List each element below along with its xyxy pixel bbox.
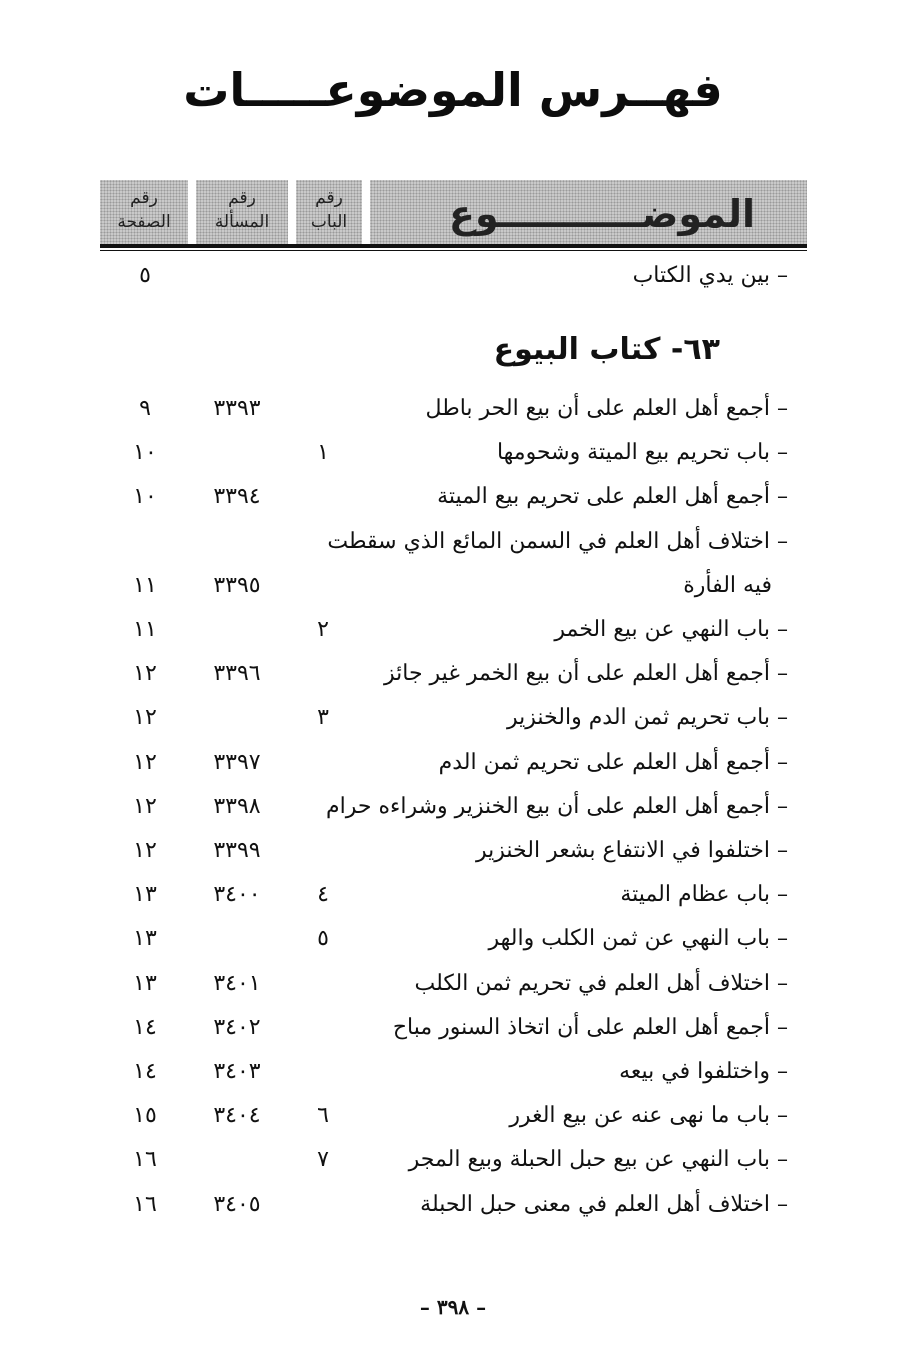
toc-subject: – أجمع أهل العلم على أن بيع الحر باطل: [425, 396, 788, 421]
toc-row: [100, 433, 800, 473]
toc-subject: – أجمع أهل العلم على تحريم ثمن الدم: [438, 749, 788, 775]
toc-row: [100, 389, 800, 429]
toc-masala: ٣٤٠١: [213, 970, 261, 996]
toc-subject: – أجمع أهل العلم على أن اتخاذ السنور مباح: [392, 1014, 788, 1040]
toc-subject: – اختلاف أهل العلم في معنى حبل الحبلة: [420, 1191, 788, 1217]
toc-subject: – باب النهي عن بيع الخمر: [554, 617, 788, 642]
toc-page: ١٠: [133, 440, 157, 466]
toc-subject: – باب ما نهى عنه عن بيع الغرر: [509, 1103, 788, 1129]
toc-masala: ٣٣٩٩: [213, 838, 261, 863]
toc-subject: – باب تحريم ثمن الدم والخنزير: [507, 705, 788, 731]
toc-row: [100, 1096, 800, 1136]
toc-page: ١٣: [133, 882, 157, 908]
toc-subject: – أجمع أهل العلم على أن بيع الخنزير وشراءه حرام: [326, 793, 788, 819]
toc-masala: ٣٣٩٤: [213, 484, 261, 510]
header-subject-label: الموضـــــــــــوع: [449, 192, 755, 236]
toc-masala: ٣٣٩٣: [213, 396, 261, 421]
toc-page: ١٢: [133, 749, 157, 775]
toc-page: ١١: [133, 617, 157, 642]
toc-row: [100, 875, 800, 915]
toc-row: [100, 787, 800, 827]
toc-masala: ٣٣٩٨: [213, 793, 261, 819]
toc-page: ١١: [133, 572, 157, 598]
toc-row: [100, 919, 800, 959]
toc-row: [100, 743, 800, 783]
toc-bab: ٦: [317, 1103, 329, 1129]
toc-masala: ٣٣٩٥: [213, 572, 261, 598]
toc-subject: – اختلاف أهل العلم في السمن المائع الذي سقطت: [327, 528, 788, 554]
toc-page: ١٣: [133, 970, 157, 996]
toc-page: ١٥: [133, 1103, 157, 1129]
toc-page: ١٢: [133, 705, 157, 731]
toc-masala: ٣٤٠٠: [213, 882, 261, 908]
toc-bab: ٧: [317, 1147, 329, 1173]
toc-bab: ١: [317, 440, 329, 466]
toc-page: ٥: [139, 263, 151, 288]
toc-page: ١٢: [133, 838, 157, 863]
toc-masala: ٣٤٠٤: [213, 1103, 261, 1129]
toc-row: [100, 964, 800, 1004]
toc-subject: – اختلاف أهل العلم في تحريم ثمن الكلب: [414, 970, 788, 996]
toc-subject: – باب النهي عن ثمن الكلب والهر: [488, 926, 788, 952]
toc-row: [100, 477, 800, 517]
toc-row: [100, 1008, 800, 1048]
header-rule: [100, 244, 807, 248]
header-subject: [370, 180, 807, 244]
toc-page: ١٢: [133, 661, 157, 687]
toc-page: ١٣: [133, 926, 157, 952]
toc-row: [100, 610, 800, 650]
toc-row: [100, 698, 800, 738]
toc-row: [100, 1052, 800, 1092]
toc-row: [100, 1185, 800, 1225]
toc-subject: – واختلفوا في بيعه: [619, 1059, 788, 1084]
toc-page: ١٤: [133, 1059, 157, 1084]
section-heading: ٦٣- كتاب البيوع: [493, 332, 720, 367]
toc-page: ١٢: [133, 793, 157, 819]
header-rule-thin: [100, 250, 807, 251]
toc-masala: ٣٣٩٦: [213, 661, 261, 687]
toc-subject: – باب النهي عن بيع حبل الحبلة وبيع المجر: [408, 1147, 788, 1173]
toc-masala: ٣٤٠٢: [213, 1014, 261, 1040]
toc-row: [100, 654, 800, 694]
header-masala-number: رقم المسألة: [196, 180, 288, 244]
toc-row: [100, 522, 800, 562]
toc-masala: ٣٤٠٣: [213, 1059, 261, 1084]
toc-bab: ٢: [317, 617, 329, 642]
toc-subject: فيه الفأرة: [683, 572, 772, 598]
header-page-number: رقم الصفحة: [100, 180, 188, 244]
toc-subject: – باب تحريم بيع الميتة وشحومها: [496, 440, 788, 466]
toc-row: [100, 831, 800, 871]
toc-page: ١٦: [133, 1191, 157, 1217]
toc-bab: ٤: [317, 882, 329, 908]
toc-row-intro: [100, 256, 800, 296]
toc-subject: – أجمع أهل العلم على أن بيع الخمر غير جائز: [383, 661, 788, 687]
page-title: فهــرس الموضوعـــــات: [183, 63, 723, 117]
toc-subject: – اختلفوا في الانتفاع بشعر الخنزير: [476, 838, 788, 863]
toc-page: ٩: [139, 396, 151, 421]
toc-page: ١٤: [133, 1014, 157, 1040]
toc-subject: – أجمع أهل العلم على تحريم بيع الميتة: [437, 484, 788, 510]
toc-page: ١٠: [133, 484, 157, 510]
page-number: – ٣٩٨ –: [419, 1295, 487, 1319]
toc-subject: – باب عظام الميتة: [620, 882, 788, 908]
toc-subject: – بين يدي الكتاب: [632, 263, 788, 288]
header-bab-number: رقم الباب: [296, 180, 362, 244]
toc-page: ١٦: [133, 1147, 157, 1173]
toc-masala: ٣٣٩٧: [213, 749, 261, 775]
toc-bab: ٥: [317, 926, 329, 952]
toc-row: [100, 566, 800, 606]
toc-row: [100, 1140, 800, 1180]
toc-masala: ٣٤٠٥: [213, 1191, 261, 1217]
toc-bab: ٣: [317, 705, 329, 731]
